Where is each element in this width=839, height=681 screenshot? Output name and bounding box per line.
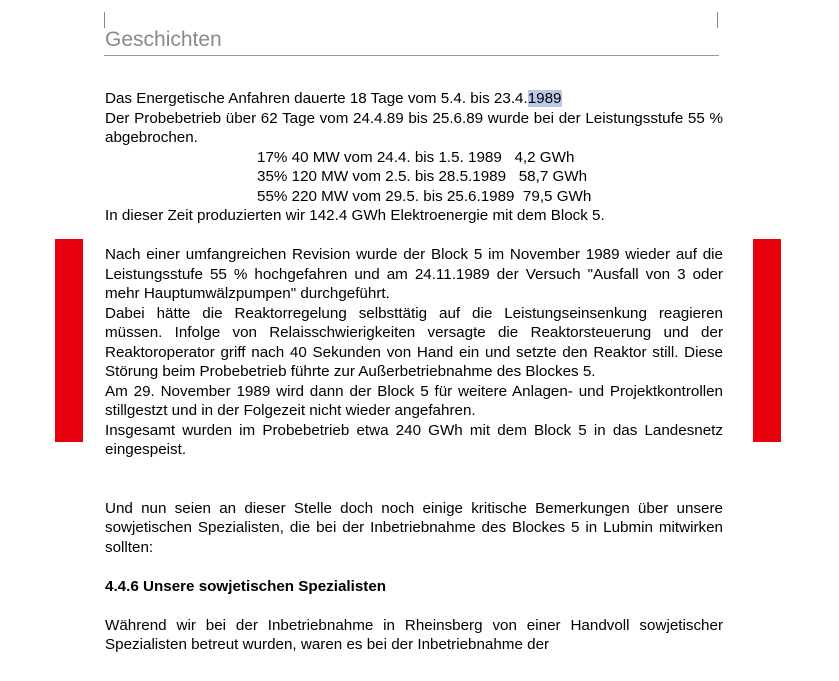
paragraph: Der Probebetrieb über 62 Tage vom 24.4.89 bis 25.6.89 wurde bei der Leistungsstufe 55 % abgebrochen. — [105, 109, 723, 146]
paragraph: Während wir bei der Inbetriebnahme in Rheinsberg von einer Handvoll sowjetischer Spezialisten betreut wurden, waren es bei der Inbetriebnahme der — [105, 616, 723, 653]
stage-line: 17% 40 MW vom 24.4. bis 1.5. 1989 4,2 GWh — [257, 148, 575, 166]
change-marker-left — [55, 239, 83, 442]
stage-line: 35% 120 MW vom 2.5. bis 28.5.1989 58,7 GWh — [257, 168, 588, 185]
section-heading: 4.4.6 Unsere sowjetischen Spezialisten — [105, 577, 387, 595]
paragraph: Insgesamt wurden im Probebetrieb etwa 240 GWh mit dem Block 5 in das Landesnetz eingespeist. — [105, 421, 723, 458]
document-body[interactable] — [105, 89, 723, 655]
spacer — [105, 460, 723, 499]
page-corner-left — [104, 12, 105, 28]
spacer — [105, 596, 723, 616]
paragraph: In dieser Zeit produzierten wir 142.4 GWh Elektroenergie mit dem Block 5. — [105, 207, 605, 224]
paragraph: Nach einer umfangreichen Revision wurde der Block 5 im November 1989 wieder auf die Leistungsstufe 55 % hochgefahren und am 24.11.1989 der Versuch "Ausfall von 3 oder mehr Hauptumwälzpumpen" durchgeführt. — [105, 246, 723, 302]
page-header-title: Geschichten — [105, 28, 222, 51]
spacer — [105, 226, 723, 246]
spacer — [105, 557, 723, 577]
paragraph: Und nun seien an dieser Stelle doch noch einige kritische Bemerkungen über unsere sowjetischen Spezialisten, die bei der Inbetriebnahme des Blockes 5 in Lubmin mitwirken sollten: — [105, 499, 723, 556]
selected-text[interactable]: 1989 — [527, 90, 562, 107]
header-rule — [104, 55, 719, 56]
paragraph: Dabei hätte die Reaktorregelung selbsttätig auf die Leistungseinsenkung reagieren müssen. Infolge von Relaisschwierigkeiten versagte die Reaktorsteuerung und der Reaktoroperator griff nach 40 Sekunden von Hand ein und setzte den Reaktor still. Diese Störung beim Probebetrieb führte zur Außerbetriebnahme des Blockes 5. — [105, 304, 723, 380]
stage-line: 55% 220 MW vom 29.5. bis 25.6.1989 79,5 GWh — [257, 187, 592, 205]
text-span: Das Energetische Anfahren dauerte 18 Tage vom 5.4. bis 23.4. — [105, 90, 528, 107]
paragraph-line — [105, 89, 723, 109]
paragraph: Am 29. November 1989 wird dann der Block 5 für weitere Anlagen- und Projektkontrollen stillgestzt und in der Folgezeit nicht wieder angefahren. — [105, 382, 723, 419]
page-corner-right — [717, 12, 718, 28]
change-marker-right — [753, 239, 781, 442]
